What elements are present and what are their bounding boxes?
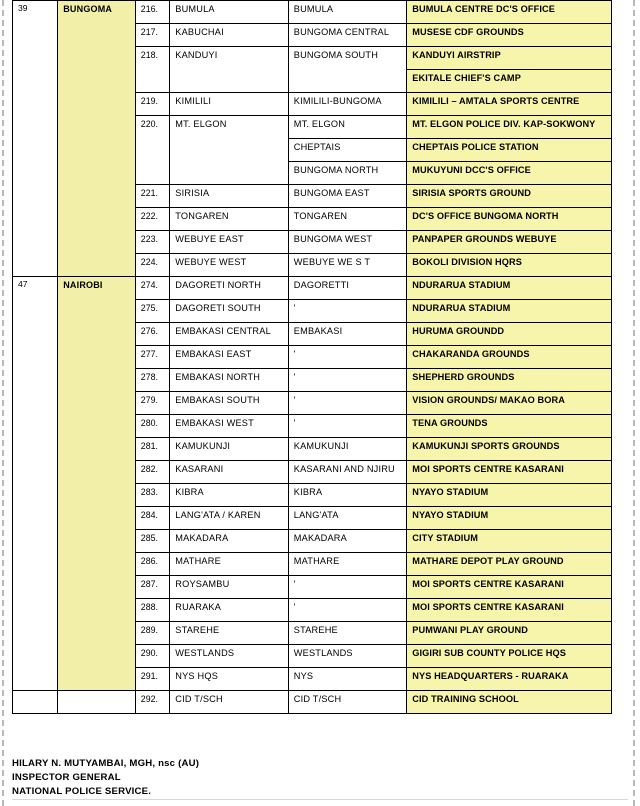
signatory-name: HILARY N. MUTYAMBAI, MGH, nsc (AU)	[12, 758, 200, 769]
row-index: 39	[13, 1, 58, 277]
constituency-name: WEBUYE WEST	[170, 254, 289, 277]
constituency-name: SIRISIA	[170, 185, 289, 208]
row-number: 287.	[135, 576, 169, 599]
sub-county-name: BUNGOMA CENTRAL	[288, 24, 407, 47]
row-number: 288.	[135, 599, 169, 622]
constituency-name: KASARANI	[170, 461, 289, 484]
constituency-name: EMBAKASI SOUTH	[170, 392, 289, 415]
row-number: 276.	[135, 323, 169, 346]
constituency-name: DAGORETI NORTH	[170, 277, 289, 300]
constituency-name: DAGORETI SOUTH	[170, 300, 289, 323]
row-number: 275.	[135, 300, 169, 323]
row-number: 282.	[135, 461, 169, 484]
row-number: 292.	[135, 691, 169, 714]
row-number: 278.	[135, 369, 169, 392]
row-number: 283.	[135, 484, 169, 507]
row-number: 217.	[135, 24, 169, 47]
row-number: 274.	[135, 277, 169, 300]
constituency-name: TONGAREN	[170, 208, 289, 231]
sub-county-name: DAGORETTI	[288, 277, 407, 300]
row-number: 222.	[135, 208, 169, 231]
county-name: NAIROBI	[58, 277, 136, 691]
table-body	[13, 1, 612, 714]
row-number: 281.	[135, 438, 169, 461]
constituency-name: BUMULA	[170, 1, 289, 24]
constituency-name: KIMILILI	[170, 93, 289, 116]
constituency-name: KAMUKUNJI	[170, 438, 289, 461]
document-sheet	[12, 0, 628, 714]
signatory-organisation: NATIONAL POLICE SERVICE.	[12, 785, 152, 797]
constituency-name: EMBAKASI EAST	[170, 346, 289, 369]
constituency-name: EMBAKASI NORTH	[170, 369, 289, 392]
venue-name: MOI SPORTS CENTRE KASARANI	[407, 461, 612, 484]
venue-name: KIMILILI – AMTALA SPORTS CENTRE	[407, 93, 612, 116]
sub-county-name: CHEPTAIS	[288, 139, 407, 162]
sub-county-name: WEBUYE WE S T	[288, 254, 407, 277]
constituency-name: LANG'ATA / KAREN	[170, 507, 289, 530]
venue-name: NDURARUA STADIUM	[407, 277, 612, 300]
row-number: 218.	[135, 47, 169, 93]
row-index: 47	[13, 277, 58, 691]
venue-name: SHEPHERD GROUNDS	[407, 369, 612, 392]
row-number: 224.	[135, 254, 169, 277]
constituency-name: KABUCHAI	[170, 24, 289, 47]
polling-venues-table	[12, 0, 612, 714]
venue-name: BUMULA CENTRE DC'S OFFICE	[407, 1, 612, 24]
constituency-name: NYS HQS	[170, 668, 289, 691]
venue-name: VISION GROUNDS/ MAKAO BORA	[407, 392, 612, 415]
sub-county-name: MATHARE	[288, 553, 407, 576]
row-number: 216.	[135, 1, 169, 24]
constituency-name: EMBAKASI WEST	[170, 415, 289, 438]
venue-name: GIGIRI SUB COUNTY POLICE HQS	[407, 645, 612, 668]
venue-name: MUSESE CDF GROUNDS	[407, 24, 612, 47]
signature-block	[12, 757, 432, 799]
venue-name: PUMWANI PLAY GROUND	[407, 622, 612, 645]
venue-name: MT. ELGON POLICE DIV. KAP-SOKWONY	[407, 116, 612, 139]
sub-county-name: '	[288, 392, 407, 415]
row-number: 277.	[135, 346, 169, 369]
table-row	[13, 277, 612, 300]
venue-name: MUKUYUNI DCC'S OFFICE	[407, 162, 612, 185]
sub-county-name: LANG'ATA	[288, 507, 407, 530]
sub-county-name: KASARANI AND NJIRU	[288, 461, 407, 484]
constituency-name: WESTLANDS	[170, 645, 289, 668]
sub-county-name: '	[288, 576, 407, 599]
sub-county-name: BUNGOMA WEST	[288, 231, 407, 254]
venue-name: CID TRAINING SCHOOL	[407, 691, 612, 714]
venue-name: EKITALE CHIEF'S CAMP	[407, 70, 612, 93]
county-name	[58, 691, 136, 714]
row-number: 291.	[135, 668, 169, 691]
venue-name: CHAKARANDA GROUNDS	[407, 346, 612, 369]
sub-county-name: KIMILILI-BUNGOMA	[288, 93, 407, 116]
row-number: 290.	[135, 645, 169, 668]
sub-county-name: TONGAREN	[288, 208, 407, 231]
sub-county-name: KIBRA	[288, 484, 407, 507]
venue-name: NYS HEADQUARTERS - RUARAKA	[407, 668, 612, 691]
constituency-name: MAKADARA	[170, 530, 289, 553]
sub-county-name: BUNGOMA EAST	[288, 185, 407, 208]
sub-county-name: '	[288, 369, 407, 392]
venue-name: HURUMA GROUNDD	[407, 323, 612, 346]
constituency-name: RUARAKA	[170, 599, 289, 622]
sub-county-name: EMBAKASI	[288, 323, 407, 346]
page-edge-left	[2, 0, 7, 806]
venue-name: MATHARE DEPOT PLAY GROUND	[407, 553, 612, 576]
venue-name: DC'S OFFICE BUNGOMA NORTH	[407, 208, 612, 231]
constituency-name: MATHARE	[170, 553, 289, 576]
constituency-name: CID T/SCH	[170, 691, 289, 714]
constituency-name: STAREHE	[170, 622, 289, 645]
sub-county-name: STAREHE	[288, 622, 407, 645]
sub-county-name: MAKADARA	[288, 530, 407, 553]
sub-county-name: KAMUKUNJI	[288, 438, 407, 461]
venue-name: SIRISIA SPORTS GROUND	[407, 185, 612, 208]
constituency-name: ROYSAMBU	[170, 576, 289, 599]
sub-county-name: WESTLANDS	[288, 645, 407, 668]
row-number: 286.	[135, 553, 169, 576]
sub-county-name: NYS	[288, 668, 407, 691]
constituency-name: KANDUYI	[170, 47, 289, 93]
signatory-title: INSPECTOR GENERAL	[12, 771, 121, 783]
row-number: 284.	[135, 507, 169, 530]
venue-name: NYAYO STADIUM	[407, 484, 612, 507]
table-row	[13, 691, 612, 714]
row-number: 280.	[135, 415, 169, 438]
venue-name: NDURARUA STADIUM	[407, 300, 612, 323]
row-number: 219.	[135, 93, 169, 116]
sub-county-name: '	[288, 300, 407, 323]
venue-name: BOKOLI DIVISION HQRS	[407, 254, 612, 277]
sub-county-name: '	[288, 599, 407, 622]
constituency-name: WEBUYE EAST	[170, 231, 289, 254]
venue-name: NYAYO STADIUM	[407, 507, 612, 530]
sub-county-name: BUNGOMA SOUTH	[288, 47, 407, 93]
row-number: 221.	[135, 185, 169, 208]
table-row	[13, 1, 612, 24]
venue-name: MOI SPORTS CENTRE KASARANI	[407, 599, 612, 622]
sub-county-name: CID T/SCH	[288, 691, 407, 714]
venue-name: KANDUYI AIRSTRIP	[407, 47, 612, 70]
row-number: 279.	[135, 392, 169, 415]
footer-divider	[12, 799, 628, 800]
row-number: 285.	[135, 530, 169, 553]
venue-name: CHEPTAIS POLICE STATION	[407, 139, 612, 162]
sub-county-name: MT. ELGON	[288, 116, 407, 139]
venue-name: CITY STADIUM	[407, 530, 612, 553]
constituency-name: KIBRA	[170, 484, 289, 507]
row-number: 223.	[135, 231, 169, 254]
venue-name: PANPAPER GROUNDS WEBUYE	[407, 231, 612, 254]
sub-county-name: '	[288, 415, 407, 438]
sub-county-name: BUMULA	[288, 1, 407, 24]
venue-name: TENA GROUNDS	[407, 415, 612, 438]
venue-name: KAMUKUNJI SPORTS GROUNDS	[407, 438, 612, 461]
constituency-name: EMBAKASI CENTRAL	[170, 323, 289, 346]
row-number: 289.	[135, 622, 169, 645]
sub-county-name: '	[288, 346, 407, 369]
county-name: BUNGOMA	[58, 1, 136, 277]
page-edge-right	[633, 0, 638, 806]
row-number: 220.	[135, 116, 169, 185]
venue-name: MOI SPORTS CENTRE KASARANI	[407, 576, 612, 599]
constituency-name: MT. ELGON	[170, 116, 289, 185]
row-index	[13, 691, 58, 714]
sub-county-name: BUNGOMA NORTH	[288, 162, 407, 185]
